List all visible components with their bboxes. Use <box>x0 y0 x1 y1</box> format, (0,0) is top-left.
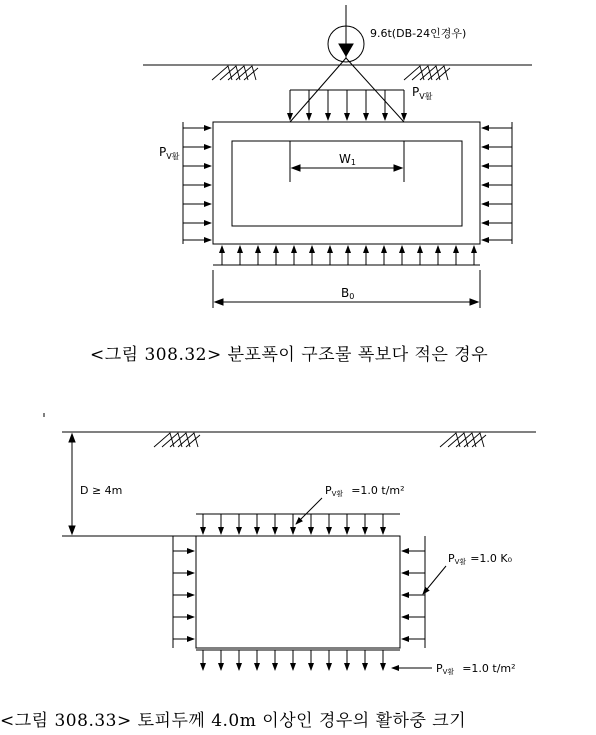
pv-top-2-label: P <box>325 484 332 497</box>
depth-label: D ≥ 4m <box>80 484 123 497</box>
pv-side-2-label: P <box>448 552 455 565</box>
pv-top-arrows <box>290 90 404 120</box>
svg-text:PV활=1.0 K₀ <box>448 552 513 566</box>
ground-hatch-left <box>212 66 258 80</box>
pv-bottom-2-subscript: V활 <box>442 668 455 676</box>
pv-left-arrows-2 <box>173 551 194 639</box>
svg-text:PV활=1.0 t/m² <box>436 662 516 676</box>
pv-bottom-2-label: P <box>436 662 443 675</box>
pv-top-subscript: V활 <box>419 92 433 101</box>
ground-hatch-right-2 <box>440 433 486 447</box>
pv-right-arrows-2 <box>402 551 425 639</box>
wheel-load-label: 9.6t(DB-24인경우) <box>370 27 467 40</box>
pv-left-label: P <box>159 145 167 159</box>
figure-caption-308-32: <그림 308.32> 분포폭이 구조물 폭보다 적은 경우 <box>90 345 489 365</box>
pv-top-2-subscript: V활 <box>331 490 344 498</box>
svg-text:W1 <box>339 152 356 167</box>
w1-subscript: 1 <box>350 158 356 167</box>
ground-hatch-left-2 <box>154 433 200 447</box>
figure-308-32 <box>143 5 532 308</box>
figure-308-33 <box>44 413 536 670</box>
pv-top-2-value: =1.0 t/m² <box>351 484 405 497</box>
ground-hatch-right <box>404 66 450 80</box>
leader-side <box>423 566 446 594</box>
pv-side-2-value: =1.0 K₀ <box>470 552 513 565</box>
b0-subscript: 0 <box>349 292 355 301</box>
pv-bottom-arrows-2 <box>203 650 383 670</box>
structure-box-2 <box>196 536 400 648</box>
pv-left-arrows <box>183 128 211 240</box>
pv-top-label: P <box>412 85 420 99</box>
svg-text:B0 <box>341 286 354 301</box>
w1-label: W <box>339 152 351 166</box>
svg-text:PV활 <box>412 85 433 101</box>
svg-text:PV활=1.0 t/m² <box>325 484 405 498</box>
pv-right-arrows <box>482 128 512 240</box>
leader-top <box>296 498 322 524</box>
b0-label: B <box>341 286 350 300</box>
svg-text:PV활 <box>159 145 180 161</box>
pv-bottom-2-value: =1.0 t/m² <box>462 662 516 675</box>
figure-caption-308-33: <그림 308.33> 토피두께 4.0m 이상인 경우의 활하중 크기 <box>0 711 467 731</box>
pv-side-2-subscript: V활 <box>454 558 467 566</box>
pv-left-subscript: V활 <box>166 152 180 161</box>
pv-top-arrows-2 <box>203 514 383 534</box>
pv-bottom-arrows <box>222 246 474 265</box>
